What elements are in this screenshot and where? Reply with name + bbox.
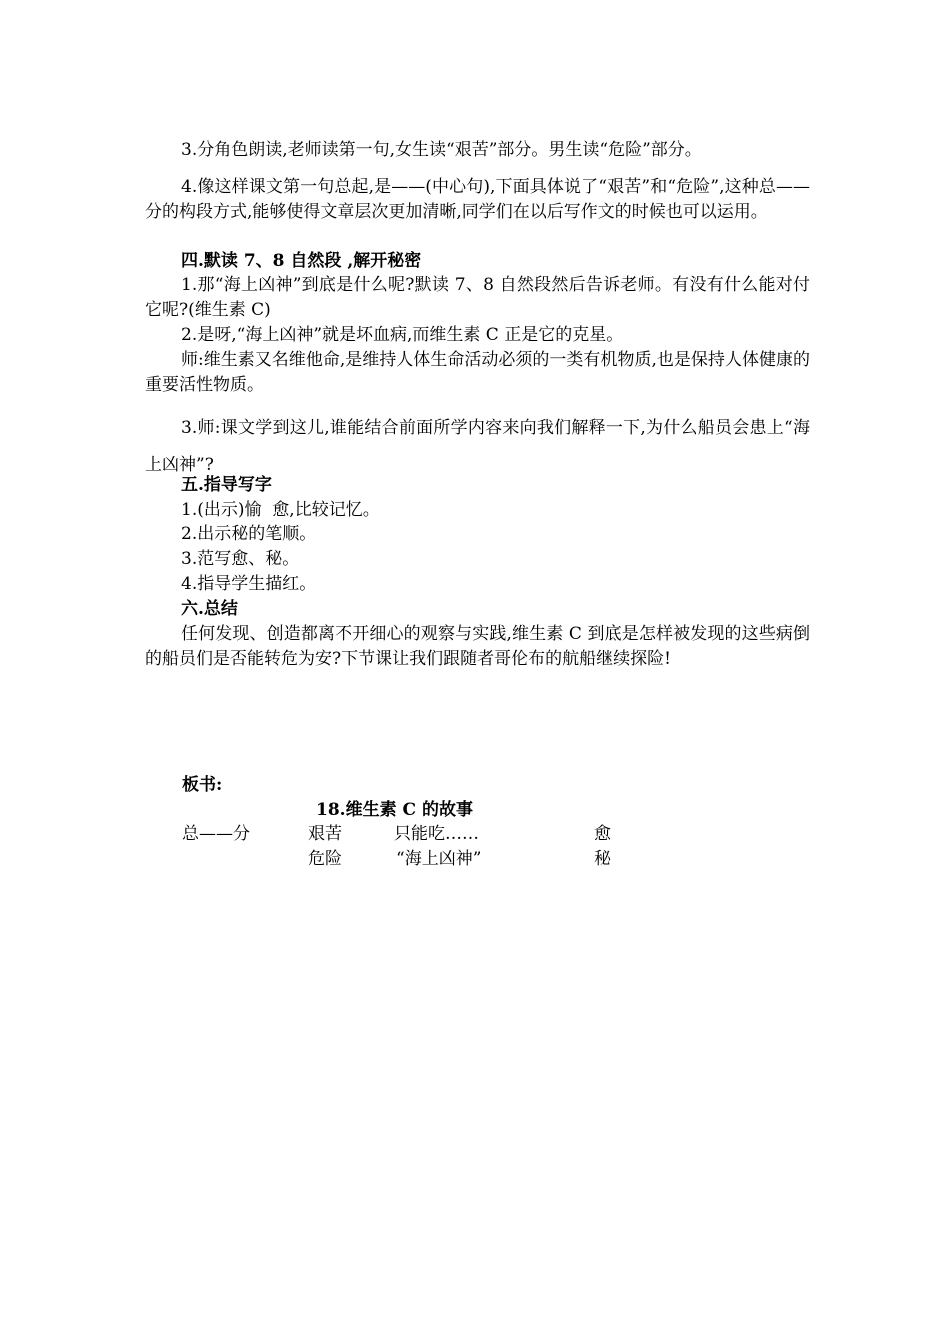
paragraph-compare-characters: 1.(出示)愉 愈,比较记忆。 bbox=[181, 500, 380, 520]
heading-section-four: 四.默读 7、8 自然段 ,解开秘密 bbox=[181, 251, 422, 271]
paragraph-model-writing: 3.范写愈、秘。 bbox=[181, 549, 300, 569]
board-row2-col2: “海上凶神” bbox=[396, 849, 482, 869]
board-row2-col1: 危险 bbox=[308, 849, 342, 869]
paragraph-scurvy: 2.是呀,“海上凶神”就是坏血病,而维生素 C 正是它的克星。 bbox=[181, 325, 624, 345]
board-structure: 总——分 bbox=[182, 824, 250, 844]
board-title: 18.维生素 C 的故事 bbox=[316, 800, 473, 820]
paragraph-silent-reading: 1.那“海上凶神”到底是什么呢?默读 7、8 自然段然后告诉老师。有没有什么能对付它呢?(维生素 C) bbox=[145, 275, 810, 320]
heading-section-five: 五.指导写字 bbox=[181, 475, 272, 495]
board-row1-col1: 艰苦 bbox=[308, 824, 342, 844]
paragraph-teacher-question: 3.师:课文学到这儿,谁能结合前面所学内容来向我们解释一下,为什么船员会患上“海上凶神”? bbox=[145, 418, 810, 475]
paragraph-teacher-vitamin: 师:维生素又名维他命,是维持人体生命活动必须的一类有机物质,也是保持人体健康的重要活性物质。 bbox=[145, 350, 810, 395]
heading-section-six: 六.总结 bbox=[181, 599, 238, 619]
board-row1-col3: 愈 bbox=[594, 824, 611, 844]
paragraph-summary: 任何发现、创造都离不开细心的观察与实践,维生素 C 到底是怎样被发现的这些病倒的船员们是否能转危为安?下节课让我们跟随者哥伦布的航船继续探险! bbox=[145, 624, 810, 669]
paragraph-tracing: 4.指导学生描红。 bbox=[181, 574, 317, 594]
board-row1-col2: 只能吃…… bbox=[394, 824, 479, 844]
board-label: 板书: bbox=[182, 775, 223, 795]
paragraph-stroke-order: 2.出示秘的笔顺。 bbox=[181, 524, 317, 544]
paragraph-role-reading: 3.分角色朗读,老师读第一句,女生读“艰苦”部分。男生读“危险”部分。 bbox=[181, 140, 702, 160]
paragraph-structure-explanation: 4.像这样课文第一句总起,是——(中心句),下面具体说了“艰苦”和“危险”,这种总——分的构段方式,能够使得文章层次更加清晰,同学们在以后写作文的时候也可以运用。 bbox=[145, 177, 810, 222]
board-row2-col3: 秘 bbox=[594, 849, 611, 869]
